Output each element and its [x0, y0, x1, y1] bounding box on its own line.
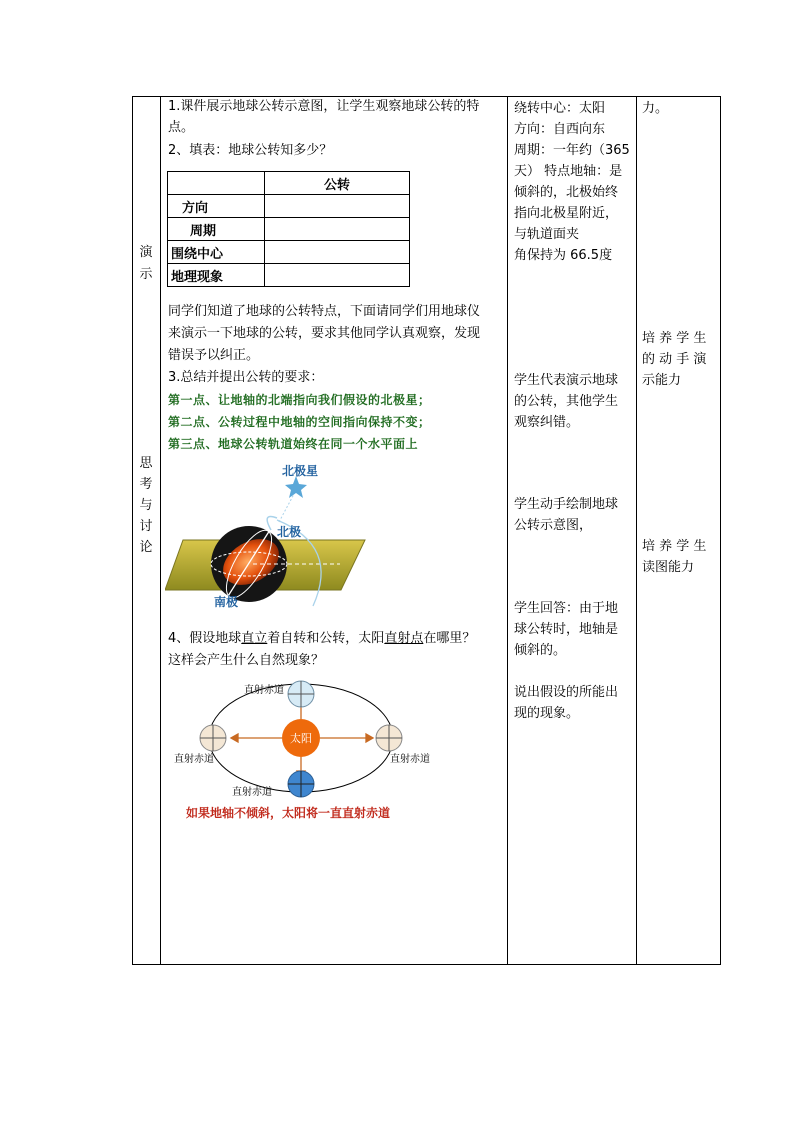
student-reply-line: 倾斜的。: [514, 643, 567, 658]
table-row: [168, 241, 410, 264]
purpose-continuation: 力。: [642, 101, 669, 116]
table-row: [168, 264, 410, 287]
student-answer-line: 方向：自西向东: [514, 122, 606, 137]
demo-instruction-line3: 错误予以纠正。: [168, 348, 260, 363]
student-demo-line: 学生代表演示地球: [514, 373, 619, 388]
student-demo-line: 观察纠错。: [514, 415, 580, 430]
table-header-revolution: 公转: [265, 172, 410, 195]
section-label-char: 与: [139, 498, 153, 513]
purpose-line: 读图能力: [642, 560, 695, 575]
table-blank-cell[interactable]: [265, 195, 410, 218]
question4-line2: 这样会产生什么自然现象？: [168, 653, 325, 668]
student-answer-line: 指向北极星附近，: [514, 206, 619, 221]
star-pointer-line: [279, 494, 294, 522]
column-divider-1: [160, 96, 161, 965]
purpose-line: 的 动 手 演: [642, 352, 707, 367]
student-reply-line: 球公转时，地轴是: [514, 622, 619, 637]
rotation-arrow: [267, 517, 277, 531]
purpose-line: 示能力: [642, 373, 682, 388]
student-phenomena-line: 说出假设的所能出: [514, 685, 619, 700]
section-label-char: 论: [139, 540, 153, 555]
north-star-label: 北极星: [282, 464, 319, 478]
earth-top-icon: [288, 681, 314, 707]
student-demo-line: 的公转，其他学生: [514, 394, 619, 409]
q4-upright: 直立: [241, 631, 268, 646]
section-label-char: 讨: [139, 519, 153, 534]
step1-line1: 1.课件展示地球公转示意图，让学生观察地球公转的特: [168, 99, 480, 114]
south-pole-label: 南极: [214, 595, 239, 609]
table-row: [168, 172, 410, 195]
table-row: [168, 195, 410, 218]
student-answer-line: 倾斜的，北极始终: [514, 185, 619, 200]
orbit-caption: 如果地轴不倾斜，太阳将一直直射赤道: [186, 806, 391, 820]
column-divider-3: [636, 96, 637, 965]
direct-equator-label-left: 直射赤道: [174, 754, 214, 765]
requirement-point2: 第二点、公转过程中地轴的空间指向保持不变；: [168, 415, 431, 429]
q4-part: 4、假设地球: [168, 631, 242, 646]
student-answer-line: 与轨道面夹: [514, 227, 580, 242]
section-label-char: 考: [139, 477, 153, 492]
section-label-char: 演: [139, 245, 153, 260]
table-border-left: [132, 96, 133, 965]
student-answer-line: 绕转中心：太阳: [514, 101, 606, 116]
demo-instruction-line1: 同学们知道了地球的公转特点，下面请同学们用地球仪: [168, 304, 481, 319]
student-answer-line: 天） 特点地轴：是: [514, 164, 623, 179]
table-row-label: 周期: [168, 218, 265, 241]
student-answer-line: 周期：一年约（365: [514, 143, 630, 158]
direct-equator-label-bottom: 直射赤道: [232, 787, 272, 798]
section-label-char: 示: [139, 267, 153, 282]
purpose-line: 培 养 学 生: [642, 539, 707, 554]
step3-text: 3.总结并提出公转的要求：: [168, 370, 324, 385]
q4-part: 着自转和公转，太阳: [267, 631, 385, 646]
student-answer-line: 角保持为 66.5度: [514, 248, 613, 263]
table-border-right: [720, 96, 721, 965]
direct-equator-label-top: 直射赤道: [244, 685, 284, 696]
q4-part: 在哪里？: [423, 631, 476, 646]
earth-axis-diagram: [165, 458, 380, 616]
table-blank-cell[interactable]: [265, 264, 410, 287]
north-pole-label: 北极: [277, 525, 302, 539]
table-row: [168, 218, 410, 241]
earth-right-icon: [376, 725, 402, 751]
earth-left-icon: [200, 725, 226, 751]
table-blank-cell[interactable]: [265, 241, 410, 264]
table-row-label: 围绕中心: [168, 241, 265, 264]
student-draw-line: 公转示意图，: [514, 518, 593, 533]
table-blank-cell[interactable]: [265, 218, 410, 241]
step2-text: 2、填表：地球公转知多少？: [168, 143, 333, 158]
student-phenomena-line: 现的现象。: [514, 706, 580, 721]
table-row-label: 地理现象: [168, 264, 265, 287]
purpose-line: 培 养 学 生: [642, 331, 707, 346]
requirement-point1: 第一点、让地轴的北端指向我们假设的北极星；: [168, 393, 431, 407]
direct-equator-label-right: 直射赤道: [390, 754, 430, 765]
question4-line1: [168, 628, 475, 649]
student-draw-line: 学生动手绘制地球: [514, 497, 619, 512]
table-cell: [168, 172, 265, 195]
q4-direct-point: 直射点: [384, 631, 424, 646]
section-label-char: 思: [139, 456, 153, 471]
step1-line2: 点。: [168, 120, 195, 135]
table-border-bottom: [132, 964, 721, 965]
earth-bottom-icon: [288, 771, 314, 797]
sun-label: 太阳: [290, 732, 312, 745]
table-row-label: 方向: [168, 195, 265, 218]
revolution-fill-table: [167, 171, 410, 287]
requirement-point3: 第三点、地球公转轨道始终在同一个水平面上: [168, 437, 419, 451]
demo-instruction-line2: 来演示一下地球的公转，要求其他同学认真观察，发现: [168, 326, 481, 341]
student-reply-line: 学生回答：由于地: [514, 601, 619, 616]
column-divider-2: [507, 96, 508, 965]
